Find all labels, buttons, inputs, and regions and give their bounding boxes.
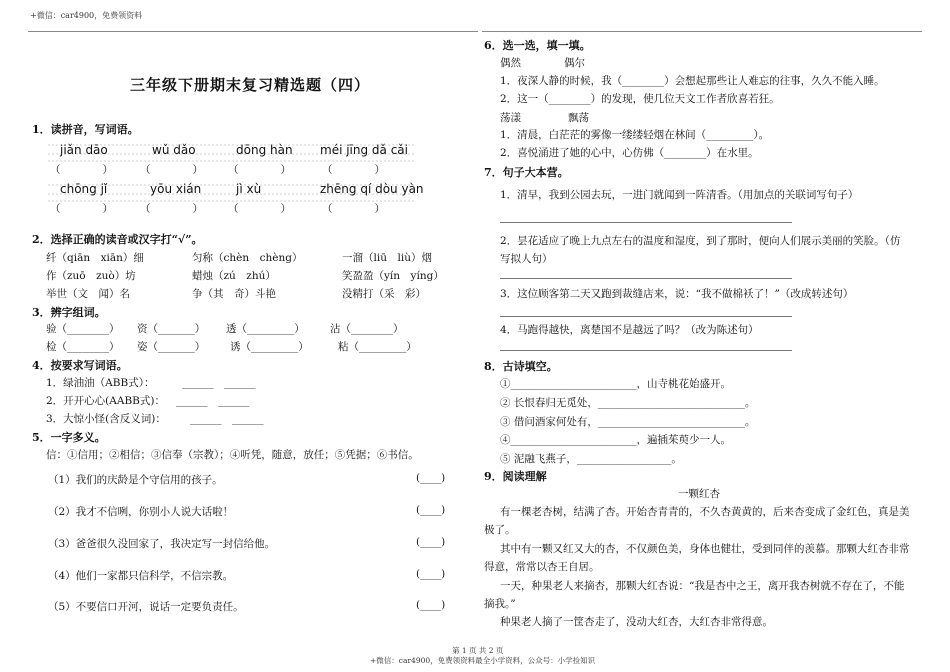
blank-4[interactable]: （ ） [322, 164, 385, 176]
s7-answer-line-2[interactable] [500, 278, 792, 279]
s6-q4: 2．喜悦涌进了她的心中，心仿佛（________）在水里。 [500, 147, 759, 159]
s7-answer-line-1[interactable] [500, 222, 792, 223]
blank-6[interactable]: （ ） [140, 203, 203, 215]
s5-paren-4[interactable]: (____) [416, 568, 446, 580]
s5-paren-3[interactable]: (____) [416, 536, 446, 548]
s6-q2: 2．这一（________）的发现，使几位天文工作者欣喜若狂。 [500, 93, 780, 105]
s4-blank-2[interactable]: ______ ______ [176, 395, 250, 407]
s5-item-5: （5）不要信口开河，说话一定要负责任。 [48, 601, 244, 613]
s6-heading: 6．选一选，填一填。 [484, 39, 591, 52]
pinyin-4: méi jīng dǎ cǎi [320, 143, 408, 157]
s5-item-4: （4）他们一家都只信科学，不信宗教。 [48, 570, 234, 582]
s4-heading: 4．按要求写词语。 [32, 359, 128, 372]
s8-heading: 8．古诗填空。 [484, 360, 558, 373]
s4-item-3: 3．大惊小怪(含反义词)： [46, 413, 166, 425]
pinyin-5: chōng jǐ [60, 182, 108, 196]
s2-r2c1: 作（zuō zuò）坊 [46, 270, 136, 282]
s3-r2-3[interactable]: 诱（_________） [230, 341, 309, 353]
s3-r2-4[interactable]: 粘（_________） [338, 341, 417, 353]
pinyin-1: jiǎn dāo [60, 143, 108, 157]
s5-paren-1[interactable]: (____) [416, 472, 446, 484]
story-para-2a: 其中有一颗又红又大的杏，不仅颜色美，身体也健壮，受到同伴的羡慕。那颗大红杏非常 [500, 543, 910, 555]
s7-heading: 7．句子大本营。 [484, 166, 569, 179]
s7-answer-line-3[interactable] [500, 316, 792, 317]
s8-line-5[interactable]: ⑤ 泥融飞燕子，__________________。 [500, 453, 682, 465]
pinyin-3: dōng hàn [236, 143, 293, 157]
blank-3[interactable]: （ ） [228, 164, 291, 176]
pinyin-7: jì xù [236, 182, 262, 196]
s7-q1: 1．清早，我到公园去玩，一进门就闻到一阵清香。（用加点的关联词写句子） [500, 189, 859, 201]
s5-heading: 5．一字多义。 [32, 431, 106, 444]
header-rule-left [28, 31, 478, 32]
s9-heading: 9．阅读理解 [484, 470, 547, 483]
s7-answer-line-4[interactable] [500, 350, 792, 351]
s4-item-2: 2．开开心心(AABB式)： [46, 395, 165, 407]
s5-item-1: （1）我们的庆龄是个守信用的孩子。 [48, 474, 223, 486]
s8-line-1[interactable]: ①________________________，山寺桃花始盛开。 [500, 378, 731, 390]
s5-paren-5[interactable]: (____) [416, 599, 446, 611]
s2-r1c2: 匀称（chèn chèng） [192, 252, 303, 264]
s5-paren-2[interactable]: (____) [416, 504, 446, 516]
s1-heading: 1．读拼音，写词语。 [32, 123, 139, 136]
blank-7[interactable]: （ ） [228, 203, 291, 215]
footer-watermark: +微信：car4900，免费领资料最全小学资料，公众号：小学捡知识 [370, 656, 596, 665]
s6-word-a2: 偶尔 [564, 57, 585, 69]
s7-q3: 3．这位顾客第二天又跑到裁缝店来，说：“我不做棉袄了！”（改成转述句） [500, 288, 854, 300]
s6-q3: 1．清晨，白茫茫的雾像一缕缕轻烟在林间（_________）。 [500, 129, 770, 141]
s4-blank-3[interactable]: ______ ______ [190, 413, 264, 425]
s3-r1-3[interactable]: 透（_________） [226, 323, 305, 335]
story-para-3b: 摘我。” [484, 598, 516, 610]
story-para-4: 种果老人摘了一筐杏走了，没动大红杏，大红杏非常得意。 [500, 616, 773, 628]
story-para-1a: 有一棵老杏树，结满了杏。开始杏青青的，不久杏黄黄的，后来杏变成了金红色，真是美 [500, 506, 910, 518]
s5-item-3: （3）爸爸很久没回家了，我决定写一封信给他。 [48, 538, 276, 550]
s5-definitions: 信：①信用；②相信；③信奉（宗教）；④听凭，随意，放任；⑤凭据；⑥书信。 [46, 449, 419, 461]
s6-q1: 1．夜深人静的时候，我（________）会想起那些让人难忘的往事，久久不能入睡。 [500, 75, 885, 87]
blank-8[interactable]: （ ） [322, 203, 385, 215]
blank-2[interactable]: （ ） [140, 164, 203, 176]
story-para-3a: 一天，种果老人来摘杏，那颗大红杏说：“我是杏中之王，离开我杏树就不存在了，不能 [500, 580, 905, 592]
s8-line-3[interactable]: ③ 借问酒家何处有，____________________________。 [500, 416, 756, 428]
s8-line-4[interactable]: ④________________________，遍插茱萸少一人。 [500, 434, 731, 446]
s2-r1c1: 纤（qiān xiān）细 [46, 252, 144, 264]
s2-r1c3: 一溜（liū liù）烟 [342, 252, 432, 264]
s6-word-a1: 偶然 [500, 57, 521, 69]
s3-r1-2[interactable]: 资（_______） [137, 323, 206, 335]
s3-r1-4[interactable]: 沾（________） [330, 323, 404, 335]
s6-word-b1: 荡漾 [500, 112, 521, 124]
s2-r2c3: 笑盈盈（yín yíng） [342, 270, 444, 282]
s8-line-2[interactable]: ② 长恨春归无觅处，____________________________。 [500, 397, 756, 409]
s7-q2-cont: 写拟人句） [500, 253, 553, 265]
blank-1[interactable]: （ ） [50, 164, 113, 176]
s3-r2-2[interactable]: 姿（_______） [137, 341, 206, 353]
pinyin-6: yōu xián [150, 182, 202, 196]
s3-heading: 3．辨字组词。 [32, 306, 106, 319]
s3-r2-1[interactable]: 检（________） [46, 341, 120, 353]
page-number: 第 1 页 共 2 页 [452, 646, 504, 655]
header-watermark: +微信：car4900，免费领资料 [30, 11, 143, 20]
s7-q2: 2．昙花适应了晚上九点左右的温度和湿度，到了那时，便向人们展示美丽的笑脸。（仿 [500, 235, 901, 247]
story-para-2b: 得意，常常以杏王自居。 [484, 561, 600, 573]
story-para-1b: 极了。 [484, 524, 516, 536]
header-rule-right [482, 31, 922, 32]
s2-r3c3: 没精打（采 彩） [342, 288, 426, 300]
page-title: 三年级下册期末复习精选题（四） [130, 76, 371, 94]
story-title: 一颗红杏 [678, 488, 720, 500]
s2-r3c2: 争（其 奇）斗艳 [192, 288, 276, 300]
s4-blank-1[interactable]: ______ ______ [182, 377, 256, 389]
s4-item-1: 1．绿油油（ABB式）： [46, 377, 155, 389]
s5-item-2: （2）我才不信咧，你别小人说大话啦！ [48, 506, 234, 518]
s2-r2c2: 蜡烛（zú zhú） [192, 270, 276, 282]
s7-q4: 4．马跑得越快，离楚国不是越远了吗？（改为陈述句） [500, 324, 759, 336]
s2-r3c1: 举世（文 闻）名 [46, 288, 130, 300]
s6-word-b2: 飘荡 [568, 112, 589, 124]
blank-5[interactable]: （ ） [50, 203, 113, 215]
s3-r1-1[interactable]: 验（________） [46, 323, 120, 335]
pinyin-2: wǔ dǎo [152, 143, 196, 157]
s2-heading: 2．选择正确的读音或汉字打“√”。 [32, 233, 203, 246]
pinyin-8: zhēng qí dòu yàn [320, 182, 424, 196]
